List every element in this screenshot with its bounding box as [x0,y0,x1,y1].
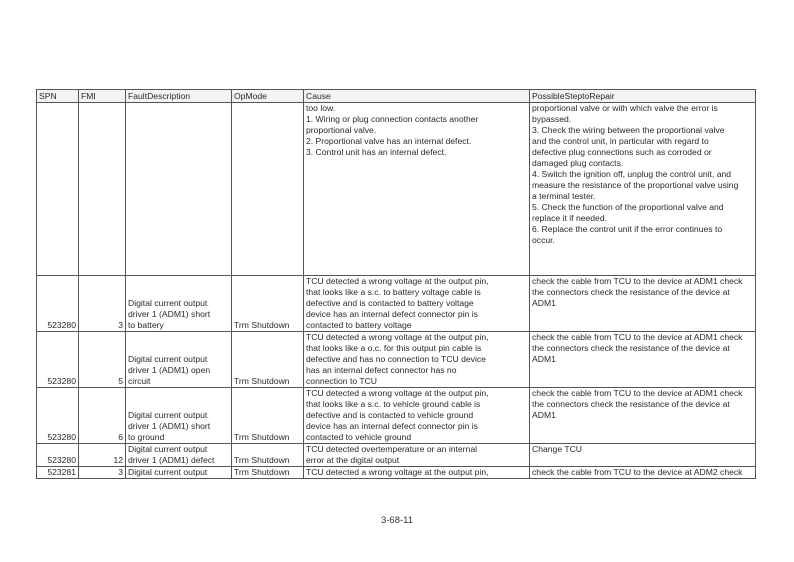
cause-line: defective and is contacted to battery voltage [306,298,474,308]
fmi-cell: 12 [79,444,126,467]
repair-line: Change TCU [532,444,582,454]
header-possible-step-to-repair: PossibleSteptoRepair [530,90,756,103]
cause-line: error at the digital output [306,455,400,465]
table-row [37,388,756,444]
header-cause: Cause [304,90,530,103]
repair-line: defective plug connections such as corroded or [532,147,712,157]
header-opmode: OpMode [232,90,304,103]
repair-line: 4. Switch the ignition off, unplug the control unit, and [532,169,732,179]
continuation-row [37,103,756,276]
cause-line: 3. Control unit has an internal defect. [306,147,447,157]
repair-line: and the control unit, in particular with regard to [532,136,709,146]
header-fmi: FMI [79,90,126,103]
fault-description-line: to battery [128,320,164,330]
fault-description-cell [126,276,232,332]
fmi-cell: 5 [79,332,126,388]
table-row [37,444,756,467]
cause-line: proportional valve. [306,125,377,135]
spn-cell: 523280 [37,332,79,388]
repair-line: proportional valve or with which valve the error is [532,103,718,113]
cause-line: that looks like a s.c. to battery voltage cable is [306,287,481,297]
table-row [37,467,756,479]
repair-line: 5. Check the function of the proportional valve and [532,202,724,212]
table-row [37,332,756,388]
cause-cell [304,276,530,332]
fault-description-line: Digital current output [128,298,208,308]
cause-line: defective and has no connection to TCU device [306,354,486,364]
cause-cell [304,444,530,467]
spn-cell: 523280 [37,276,79,332]
spn-cell: 523281 [37,467,79,479]
cause-line: TCU detected a wrong voltage at the output pin, [306,388,489,398]
opmode-cell: Trm Shutdown [232,276,304,332]
repair-line: measure the resistance of the proportional valve using [532,180,739,190]
repair-line: 3. Check the wiring between the proportional valve [532,125,725,135]
repair-line: a terminal tester. [532,191,596,201]
cause-cell [304,103,530,276]
cause-line: that looks like a o.c. for this output pin cable is [306,343,482,353]
repair-line: the connectors check the resistance of the device at [532,399,730,409]
cause-line: contacted to battery voltage [306,320,412,330]
cause-cell [304,332,530,388]
page-number: 3-68-11 [380,515,414,526]
fault-code-table [36,89,756,479]
repair-cell [530,103,756,276]
table-row [37,276,756,332]
fault-description-line: driver 1 (ADM1) defect [128,455,215,465]
cause-line: connection to TCU [306,376,378,386]
cause-line: TCU detected overtemperature or an internal [306,444,478,454]
fault-description-cell [126,388,232,444]
table-cell [126,103,232,276]
repair-cell [530,276,756,332]
cause-line: TCU detected a wrong voltage at the output pin, [306,467,489,477]
cause-line: device has an internal defect connector pin is [306,309,478,319]
repair-line: check the cable from TCU to the device at ADM1 check [532,332,743,342]
cause-line: that looks like a s.c. to vehicle ground cable is [306,399,481,409]
fmi-cell: 3 [79,276,126,332]
cause-line: 1. Wiring or plug connection contacts another [306,114,479,124]
table-header-row [37,90,756,103]
spn-cell: 523280 [37,388,79,444]
repair-line: occur. [532,235,555,245]
fault-description-line: driver 1 (ADM1) short [128,421,211,431]
opmode-cell: Trm Shutdown [232,388,304,444]
repair-cell [530,332,756,388]
table-cell [79,103,126,276]
cause-line: defective and is contacted to vehicle ground [306,410,474,420]
repair-line: check the cable from TCU to the device at ADM1 check [532,388,743,398]
fmi-cell: 6 [79,388,126,444]
cause-line: has an internal defect connector has no [306,365,457,375]
repair-line: the connectors check the resistance of the device at [532,343,730,353]
fault-description-cell [126,332,232,388]
repair-line: check the cable from TCU to the device at ADM2 check [532,467,743,477]
cause-line: TCU detected a wrong voltage at the output pin, [306,276,489,286]
cause-line: device has an internal defect connector pin is [306,421,478,431]
repair-cell [530,444,756,467]
spn-cell: 523280 [37,444,79,467]
cause-line: contacted to vehicle ground [306,432,412,442]
cause-line: too low. [306,103,336,113]
fault-description-line: Digital current output [128,410,208,420]
fault-description-cell [126,467,232,479]
cause-line: 2. Proportional valve has an internal defect. [306,136,472,146]
header-spn: SPN [37,90,79,103]
fmi-cell: 3 [79,467,126,479]
table-cell [232,103,304,276]
repair-line: bypassed. [532,114,572,124]
repair-cell [530,467,756,479]
repair-line: ADM1 [532,410,556,420]
fault-description-cell [126,444,232,467]
fault-description-line: Digital current output [128,354,208,364]
cause-line: TCU detected a wrong voltage at the output pin, [306,332,489,342]
repair-line: damaged plug contacts. [532,158,624,168]
fault-description-line: driver 1 (ADM1) open [128,365,211,375]
table-cell [37,103,79,276]
repair-line: ADM1 [532,298,556,308]
repair-line: the connectors check the resistance of the device at [532,287,730,297]
opmode-cell: Trm Shutdown [232,332,304,388]
cause-cell [304,388,530,444]
opmode-cell: Trm Shutdown [232,444,304,467]
fault-description-line: Digital current output [128,444,208,454]
fault-description-line: to ground [128,432,165,442]
repair-line: check the cable from TCU to the device at ADM1 check [532,276,743,286]
cause-cell [304,467,530,479]
header-fault-description: FaultDescription [126,90,232,103]
fault-description-line: Digital current output [128,467,208,477]
repair-line: ADM1 [532,354,556,364]
repair-line: 6. Replace the control unit if the error continues to [532,224,723,234]
repair-line: replace it if needed. [532,213,608,223]
fault-description-line: driver 1 (ADM1) short [128,309,211,319]
repair-cell [530,388,756,444]
opmode-cell: Trm Shutdown [232,467,304,479]
fault-description-line: circuit [128,376,151,386]
